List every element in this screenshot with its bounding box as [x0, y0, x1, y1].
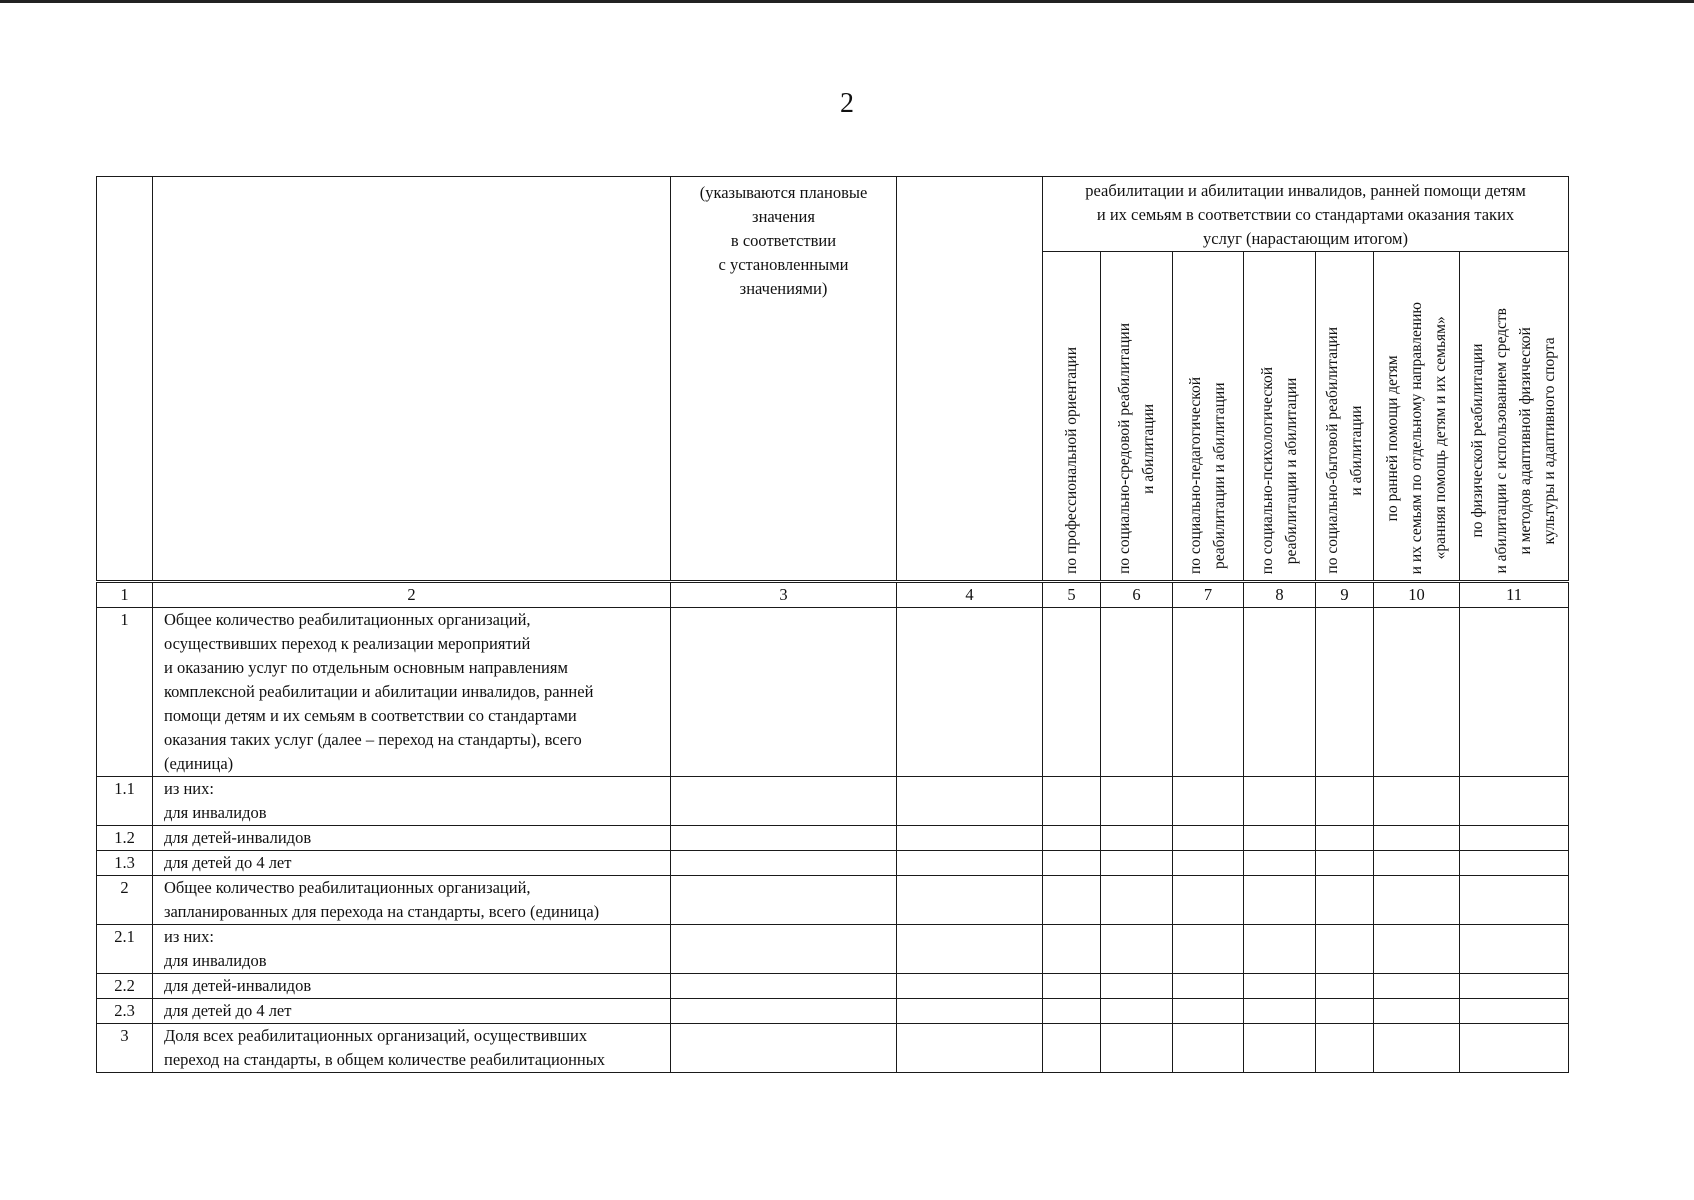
value-cell-col-11	[1460, 777, 1569, 826]
value-cell-col-6	[1101, 608, 1173, 777]
value-cell-col-8	[1244, 999, 1316, 1024]
row-description-line: из них:	[164, 927, 214, 946]
column-number-9: 9	[1316, 582, 1374, 608]
value-cell-col-10	[1374, 826, 1460, 851]
row-description	[153, 925, 671, 974]
value-cell-col-10	[1374, 925, 1460, 974]
row-number: 1.2	[97, 826, 153, 851]
row-description-line: Общее количество реабилитационных организаций,	[164, 878, 531, 897]
table-row	[97, 1024, 1569, 1073]
table-row	[97, 925, 1569, 974]
value-cell-col-4	[897, 826, 1043, 851]
header-vertical-text	[1113, 323, 1161, 574]
value-cell-col-10	[1374, 851, 1460, 876]
table-row	[97, 974, 1569, 999]
value-cell-col-9	[1316, 777, 1374, 826]
rehabilitation-table	[96, 176, 1569, 1073]
value-cell-col-3	[671, 826, 897, 851]
header-vertical-cell-5	[1043, 252, 1101, 582]
value-cell-col-4	[897, 876, 1043, 925]
header-cell-3	[671, 177, 897, 582]
row-description-line: осуществивших переход к реализации мероприятий	[164, 634, 531, 653]
value-cell-col-6	[1101, 999, 1173, 1024]
header-vertical-line: и абилитации	[1347, 405, 1365, 496]
value-cell-col-10	[1374, 777, 1460, 826]
value-cell-col-3	[671, 974, 897, 999]
value-cell-col-10	[1374, 999, 1460, 1024]
value-cell-col-3	[671, 777, 897, 826]
value-cell-col-8	[1244, 777, 1316, 826]
header-vertical-text	[1184, 377, 1232, 574]
header-col3-line: (указываются плановые	[699, 183, 868, 202]
header-row-group	[97, 177, 1569, 252]
header-vertical-text	[1060, 347, 1084, 574]
value-cell-col-11	[1460, 851, 1569, 876]
header-group-line: реабилитации и абилитации инвалидов, ранней помощи детям	[1085, 181, 1526, 200]
header-cell-2	[153, 177, 671, 582]
header-vertical-cell-6	[1101, 252, 1173, 582]
header-vertical-text	[1321, 327, 1369, 574]
value-cell-col-5	[1043, 777, 1101, 826]
page-number: 2	[840, 88, 854, 119]
row-number: 3	[97, 1024, 153, 1073]
value-cell-col-7	[1173, 777, 1244, 826]
value-cell-col-9	[1316, 999, 1374, 1024]
header-vertical-line: по социально-педагогической	[1187, 376, 1204, 574]
value-cell-col-6	[1101, 826, 1173, 851]
row-description-line: и оказанию услуг по отдельным основным направлениям	[164, 658, 568, 677]
row-number: 1	[97, 608, 153, 777]
value-cell-col-5	[1043, 826, 1101, 851]
row-description-line: переход на стандарты, в общем количестве реабилитационных	[164, 1050, 606, 1069]
value-cell-col-7	[1173, 1024, 1244, 1073]
value-cell-col-10	[1374, 974, 1460, 999]
column-number-10: 10	[1374, 582, 1460, 608]
value-cell-col-5	[1043, 608, 1101, 777]
row-description	[153, 999, 671, 1024]
value-cell-col-7	[1173, 608, 1244, 777]
value-cell-col-10	[1374, 608, 1460, 777]
value-cell-col-11	[1460, 925, 1569, 974]
row-number: 2	[97, 876, 153, 925]
header-group-line: услуг (нарастающим итогом)	[1203, 229, 1408, 248]
value-cell-col-6	[1101, 974, 1173, 999]
header-vertical-line: культуры и адаптивного спорта	[1541, 337, 1559, 545]
value-cell-col-11	[1460, 608, 1569, 777]
row-description	[153, 851, 671, 876]
row-description	[153, 608, 671, 777]
header-vertical-cell-10	[1374, 252, 1460, 582]
row-description-line: для инвалидов	[164, 803, 267, 822]
value-cell-col-4	[897, 851, 1043, 876]
row-number: 2.1	[97, 925, 153, 974]
header-vertical-cell-7	[1173, 252, 1244, 582]
value-cell-col-11	[1460, 826, 1569, 851]
row-description-line: из них:	[164, 779, 214, 798]
value-cell-col-6	[1101, 1024, 1173, 1073]
header-vertical-line: и абилитации с использованием средств	[1493, 308, 1511, 574]
header-col3-line: с установленными	[718, 255, 849, 274]
value-cell-col-8	[1244, 851, 1316, 876]
header-vertical-line: и их семьям по отдельному направлению	[1407, 301, 1425, 574]
table-row	[97, 851, 1569, 876]
row-description-line: помощи детям и их семьям в соответствии со стандартами	[164, 706, 577, 725]
header-vertical-line: реабилитации и абилитации	[1282, 377, 1300, 564]
value-cell-col-10	[1374, 1024, 1460, 1073]
value-cell-col-4	[897, 999, 1043, 1024]
value-cell-col-4	[897, 974, 1043, 999]
value-cell-col-7	[1173, 851, 1244, 876]
row-description-line: для детей-инвалидов	[164, 828, 312, 847]
header-vertical-cell-9	[1316, 252, 1374, 582]
column-number-1: 1	[97, 582, 153, 608]
value-cell-col-3	[671, 999, 897, 1024]
row-number: 1.1	[97, 777, 153, 826]
row-description-line: оказания таких услуг (далее – переход на стандарты), всего	[164, 730, 582, 749]
header-vertical-line: и методов адаптивной физической	[1517, 327, 1535, 555]
value-cell-col-7	[1173, 826, 1244, 851]
value-cell-col-11	[1460, 999, 1569, 1024]
value-cell-col-9	[1316, 1024, 1374, 1073]
value-cell-col-9	[1316, 851, 1374, 876]
value-cell-col-4	[897, 1024, 1043, 1073]
table-row	[97, 826, 1569, 851]
row-number: 2.2	[97, 974, 153, 999]
column-number-4: 4	[897, 582, 1043, 608]
header-group-cell	[1043, 177, 1569, 252]
value-cell-col-8	[1244, 608, 1316, 777]
value-cell-col-7	[1173, 974, 1244, 999]
row-description-line: для детей-инвалидов	[164, 976, 312, 995]
column-number-3: 3	[671, 582, 897, 608]
value-cell-col-9	[1316, 608, 1374, 777]
header-vertical-line: по физической реабилитации	[1469, 344, 1487, 539]
column-number-8: 8	[1244, 582, 1316, 608]
value-cell-col-3	[671, 876, 897, 925]
header-col3-line: значения	[752, 207, 815, 226]
header-vertical-line: по социально-бытовой реабилитации	[1323, 327, 1341, 574]
value-cell-col-5	[1043, 999, 1101, 1024]
table-row	[97, 876, 1569, 925]
value-cell-col-9	[1316, 876, 1374, 925]
row-description	[153, 777, 671, 826]
value-cell-col-3	[671, 925, 897, 974]
value-cell-col-5	[1043, 851, 1101, 876]
value-cell-col-11	[1460, 876, 1569, 925]
value-cell-col-4	[897, 777, 1043, 826]
column-number-row	[97, 582, 1569, 608]
value-cell-col-11	[1460, 974, 1569, 999]
row-description-line: комплексной реабилитации и абилитации инвалидов, ранней	[164, 682, 594, 701]
header-vertical-line: по социально-психологической	[1258, 366, 1276, 574]
value-cell-col-8	[1244, 925, 1316, 974]
value-cell-col-8	[1244, 826, 1316, 851]
table-row	[97, 999, 1569, 1024]
value-cell-col-4	[897, 925, 1043, 974]
row-description-line: (единица)	[164, 754, 234, 773]
value-cell-col-5	[1043, 925, 1101, 974]
value-cell-col-7	[1173, 999, 1244, 1024]
value-cell-col-7	[1173, 925, 1244, 974]
row-number: 2.3	[97, 999, 153, 1024]
row-description-line: Общее количество реабилитационных организаций,	[164, 610, 531, 629]
header-vertical-line: по ранней помощи детям	[1383, 354, 1401, 521]
header-vertical-cell-11	[1460, 252, 1569, 582]
header-vertical-line: реабилитации и абилитации	[1211, 382, 1228, 569]
value-cell-col-9	[1316, 974, 1374, 999]
value-cell-col-3	[671, 851, 897, 876]
row-description	[153, 1024, 671, 1073]
header-cell-1	[97, 177, 153, 582]
row-description	[153, 876, 671, 925]
column-number-11: 11	[1460, 582, 1569, 608]
header-vertical-line: «ранняя помощь детям и их семьям»	[1431, 316, 1449, 560]
value-cell-col-6	[1101, 777, 1173, 826]
value-cell-col-11	[1460, 1024, 1569, 1073]
value-cell-col-4	[897, 608, 1043, 777]
column-number-2: 2	[153, 582, 671, 608]
row-description	[153, 974, 671, 999]
value-cell-col-9	[1316, 925, 1374, 974]
row-description-line: Доля всех реабилитационных организаций, осуществивших	[164, 1026, 588, 1045]
row-description-line: для инвалидов	[164, 951, 267, 970]
header-vertical-line: и абилитации	[1139, 403, 1157, 494]
column-number-7: 7	[1173, 582, 1244, 608]
header-vertical-line: по профессиональной ориентации	[1062, 347, 1080, 574]
value-cell-col-3	[671, 1024, 897, 1073]
header-cell-4	[897, 177, 1043, 582]
value-cell-col-3	[671, 608, 897, 777]
value-cell-col-5	[1043, 876, 1101, 925]
column-number-6: 6	[1101, 582, 1173, 608]
value-cell-col-6	[1101, 851, 1173, 876]
value-cell-col-8	[1244, 876, 1316, 925]
row-description-line: для детей до 4 лет	[164, 853, 292, 872]
header-vertical-text	[1466, 308, 1562, 574]
row-description	[153, 826, 671, 851]
value-cell-col-5	[1043, 1024, 1101, 1073]
header-vertical-text	[1256, 367, 1304, 574]
header-group-line: и их семьям в соответствии со стандартами оказания таких	[1096, 205, 1515, 224]
value-cell-col-6	[1101, 876, 1173, 925]
value-cell-col-7	[1173, 876, 1244, 925]
value-cell-col-8	[1244, 974, 1316, 999]
value-cell-col-5	[1043, 974, 1101, 999]
header-col3-line: в соответствии	[730, 231, 837, 250]
header-vertical-cell-8	[1244, 252, 1316, 582]
row-description-line: для детей до 4 лет	[164, 1001, 292, 1020]
header-col3-line: значениями)	[739, 279, 828, 298]
table-row	[97, 608, 1569, 777]
value-cell-col-10	[1374, 876, 1460, 925]
column-number-5: 5	[1043, 582, 1101, 608]
value-cell-col-9	[1316, 826, 1374, 851]
header-vertical-text	[1381, 302, 1453, 574]
row-description-line: запланированных для перехода на стандарты, всего (единица)	[164, 902, 600, 921]
table-row	[97, 777, 1569, 826]
value-cell-col-8	[1244, 1024, 1316, 1073]
row-number: 1.3	[97, 851, 153, 876]
header-vertical-line: по социально-средовой реабилитации	[1115, 323, 1133, 574]
page-top-edge	[0, 0, 1694, 3]
value-cell-col-6	[1101, 925, 1173, 974]
